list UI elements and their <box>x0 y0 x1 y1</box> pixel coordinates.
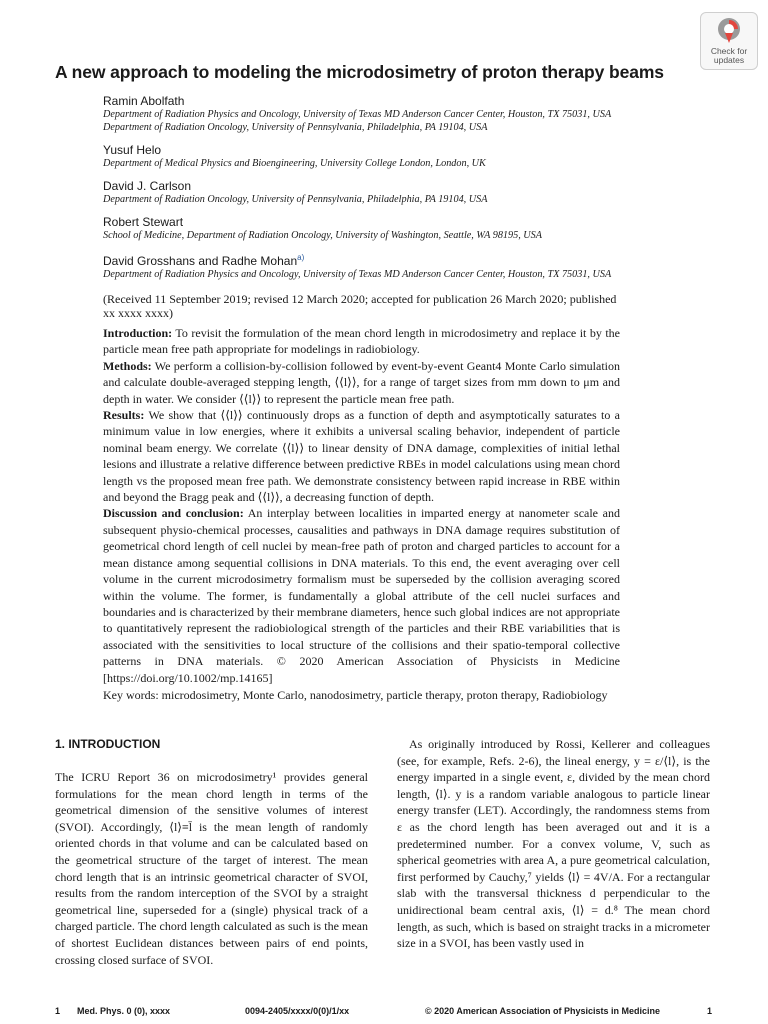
abstract-methods <box>103 358 620 407</box>
author-name: Ramin Abolfath <box>103 94 185 108</box>
footer-journal: Med. Phys. 0 (0), xxxx <box>77 1006 171 1016</box>
abstract-label: Results: <box>103 408 145 423</box>
received-dates: (Received 11 September 2019; revised 12 March 2020; accepted for publication 26 March 2020; published xx xxxx xxxx) <box>103 292 617 320</box>
abstract-discussion <box>103 505 620 685</box>
author-block <box>103 143 683 170</box>
author-affiliation: Department of Radiation Oncology, University of Pennsylvania, Philadelphia, PA 19104, USA <box>103 194 488 205</box>
abstract <box>103 325 620 686</box>
abstract-text: We show that ⟨⟨l⟩⟩ continuously drops as a function of depth and asymptotically saturates to a minimum value in low energies, where it exhibits a universal scaling behavior, independent of particle nominal beam energy. We correlate ⟨⟨l⟩⟩ to linear density of DNA damage, complexities of initial lethal lesions and illustrate a relative difference between predictive RBEs in model calculations using mean chord length vs the proposed mean free path. We demonstrate consistency between rapid increase in RBE within and beyond the Bragg peak and ⟨⟨l⟩⟩, a decreasing function of depth. <box>103 408 620 505</box>
author-affiliation: Department of Radiation Oncology, University of Pennsylvania, Philadelphia, PA 19104, USA <box>103 122 488 133</box>
left-column <box>55 736 368 968</box>
paper-title: A new approach to modeling the microdosimetry of proton therapy beams <box>55 62 664 82</box>
abstract-label: Introduction: <box>103 326 173 340</box>
abstract-text: An interplay between localities in imparted energy at nanometer scale and subsequent physio-chemical processes, causalities and pathways in DNA damage requires substitution of geometrical chord length of cell nuclei by mean-free path of proton and charged particles to account for a mean distance among sequential collisions in DNA materials. To this end, the event averaging over cell volume in the current microdosimetry formalism must be superseded by the collision averaging scored within the volume. The former, is fundamentally a global attribute of the cell nuclei surfaces and boundaries and is characterized by their membrane diameters, hence such global indices are not appropriate to quantitatively represent the radiobiological strength of the particles and their RBE variabilities that is associated with the sensitivities to local structure of the collisions and their spatio-temporal collective patterns in DNA materials. © 2020 American Association of Physicists in Medicine [https://doi.org/10.1002/mp.14165] <box>103 506 620 685</box>
footer-copyright: © 2020 American Association of Physicists in Medicine <box>425 1006 661 1016</box>
footnote-marker[interactable]: a) <box>297 253 305 262</box>
author-block <box>103 179 683 206</box>
author-name <box>103 251 683 268</box>
keywords: Key words: microdosimetry, Monte Carlo, nanodosimetry, particle therapy, proton therapy, Radiobiology <box>103 688 608 702</box>
intro-paragraph: The ICRU Report 36 on microdosimetry¹ provides general formulations for the mean chord length in terms of the geometrical dimension of the sensitive volumes of interest (SVOI). Accordingly, ⟨l⟩≡l̄ is the mean length of randomly oriented chords in that volume and can be calculated based on the geometrical structure of the target of interest. The mean chord length that is an intrinsic geometrical character of SVOI, results from the random interception of the SVOI by a straight geometrical line, superseded for a (single) physical track of a charged particle. The chord length calculated as such is the mean of shortest Euclidean distances between pairs of end points, crossing closed surface of SVOI. <box>55 770 368 967</box>
author-name: Yusuf Helo <box>103 143 162 157</box>
footer-page-number: 1 <box>55 1006 61 1016</box>
check-for-updates-icon <box>716 17 742 45</box>
abstract-introduction <box>103 325 620 358</box>
author-name: Robert Stewart <box>103 215 184 229</box>
page-footer <box>55 1006 715 1020</box>
author-affiliation: Department of Radiation Physics and Oncology, University of Texas MD Anderson Cancer Center, Houston, TX 75031, USA <box>103 269 612 280</box>
abstract-text: We perform a collision-by-collision followed by event-by-event Geant4 Monte Carlo simulation and calculate double-averaged stepping length, ⟨⟨l⟩⟩, for a range of target sizes from mm down to μm and depth in water. We consider ⟨⟨l⟩⟩ to represent the particle mean free path. <box>103 358 620 406</box>
abstract-label: Discussion and conclusion: <box>103 506 244 521</box>
author-affiliation: Department of Medical Physics and Bioengineering, University College London, London, UK <box>103 158 486 169</box>
footer-page-number: 1 <box>707 1006 713 1016</box>
footer-issn: 0094-2405/xxxx/0(0)/1/xx <box>245 1006 350 1016</box>
author-list <box>103 94 683 290</box>
intro-paragraph: As originally introduced by Rossi, Kellerer and colleagues (see, for example, Refs. 2-6), the lineal energy, y = ε/⟨l⟩, is the energy imparted in a single event, ε, divided by the mean chord length, ⟨l⟩. y is a random variable analogous to particle linear energy transfer (LET). Accordingly, the randomness stems from ε as the chord length has been averaged out and it is a predetermined number. For a convex volume, V, such as spherical geometries with area A, a pure geometrical calculation, first performed by Cauchy,⁷ yields ⟨l⟩ = 4V/A. For a rectangular slab with the transversal thickness d perpendicular to the unidirectional beam central axis, ⟨l⟩ = d.⁸ The mean chord length, as such, which is based on straight tracks in a micrometer size in a SVOI, has been vastly used in <box>397 737 710 951</box>
author-block <box>103 94 683 134</box>
author-name-text: David Grosshans and Radhe Mohan <box>103 254 298 268</box>
author-block <box>103 251 683 281</box>
abstract-text: To revisit the formulation of the mean chord length in microdosimetry and replace it by the particle mean free path appropriate for modelings in radiobiology. <box>103 326 620 357</box>
section-heading: 1. INTRODUCTION <box>55 737 161 751</box>
author-affiliation: School of Medicine, Department of Radiation Oncology, University of Washington, Seattle, WA 98195, USA <box>103 230 542 241</box>
author-affiliation: Department of Radiation Physics and Oncology, University of Texas MD Anderson Cancer Center, Houston, TX 75031, USA <box>103 109 612 120</box>
right-column <box>397 736 710 952</box>
abstract-label: Methods: <box>103 358 152 373</box>
check-for-updates-badge[interactable] <box>700 12 758 70</box>
badge-label: Check for updates <box>710 46 748 65</box>
author-name: David J. Carlson <box>103 179 192 193</box>
abstract-results <box>103 407 620 505</box>
author-block <box>103 215 683 242</box>
